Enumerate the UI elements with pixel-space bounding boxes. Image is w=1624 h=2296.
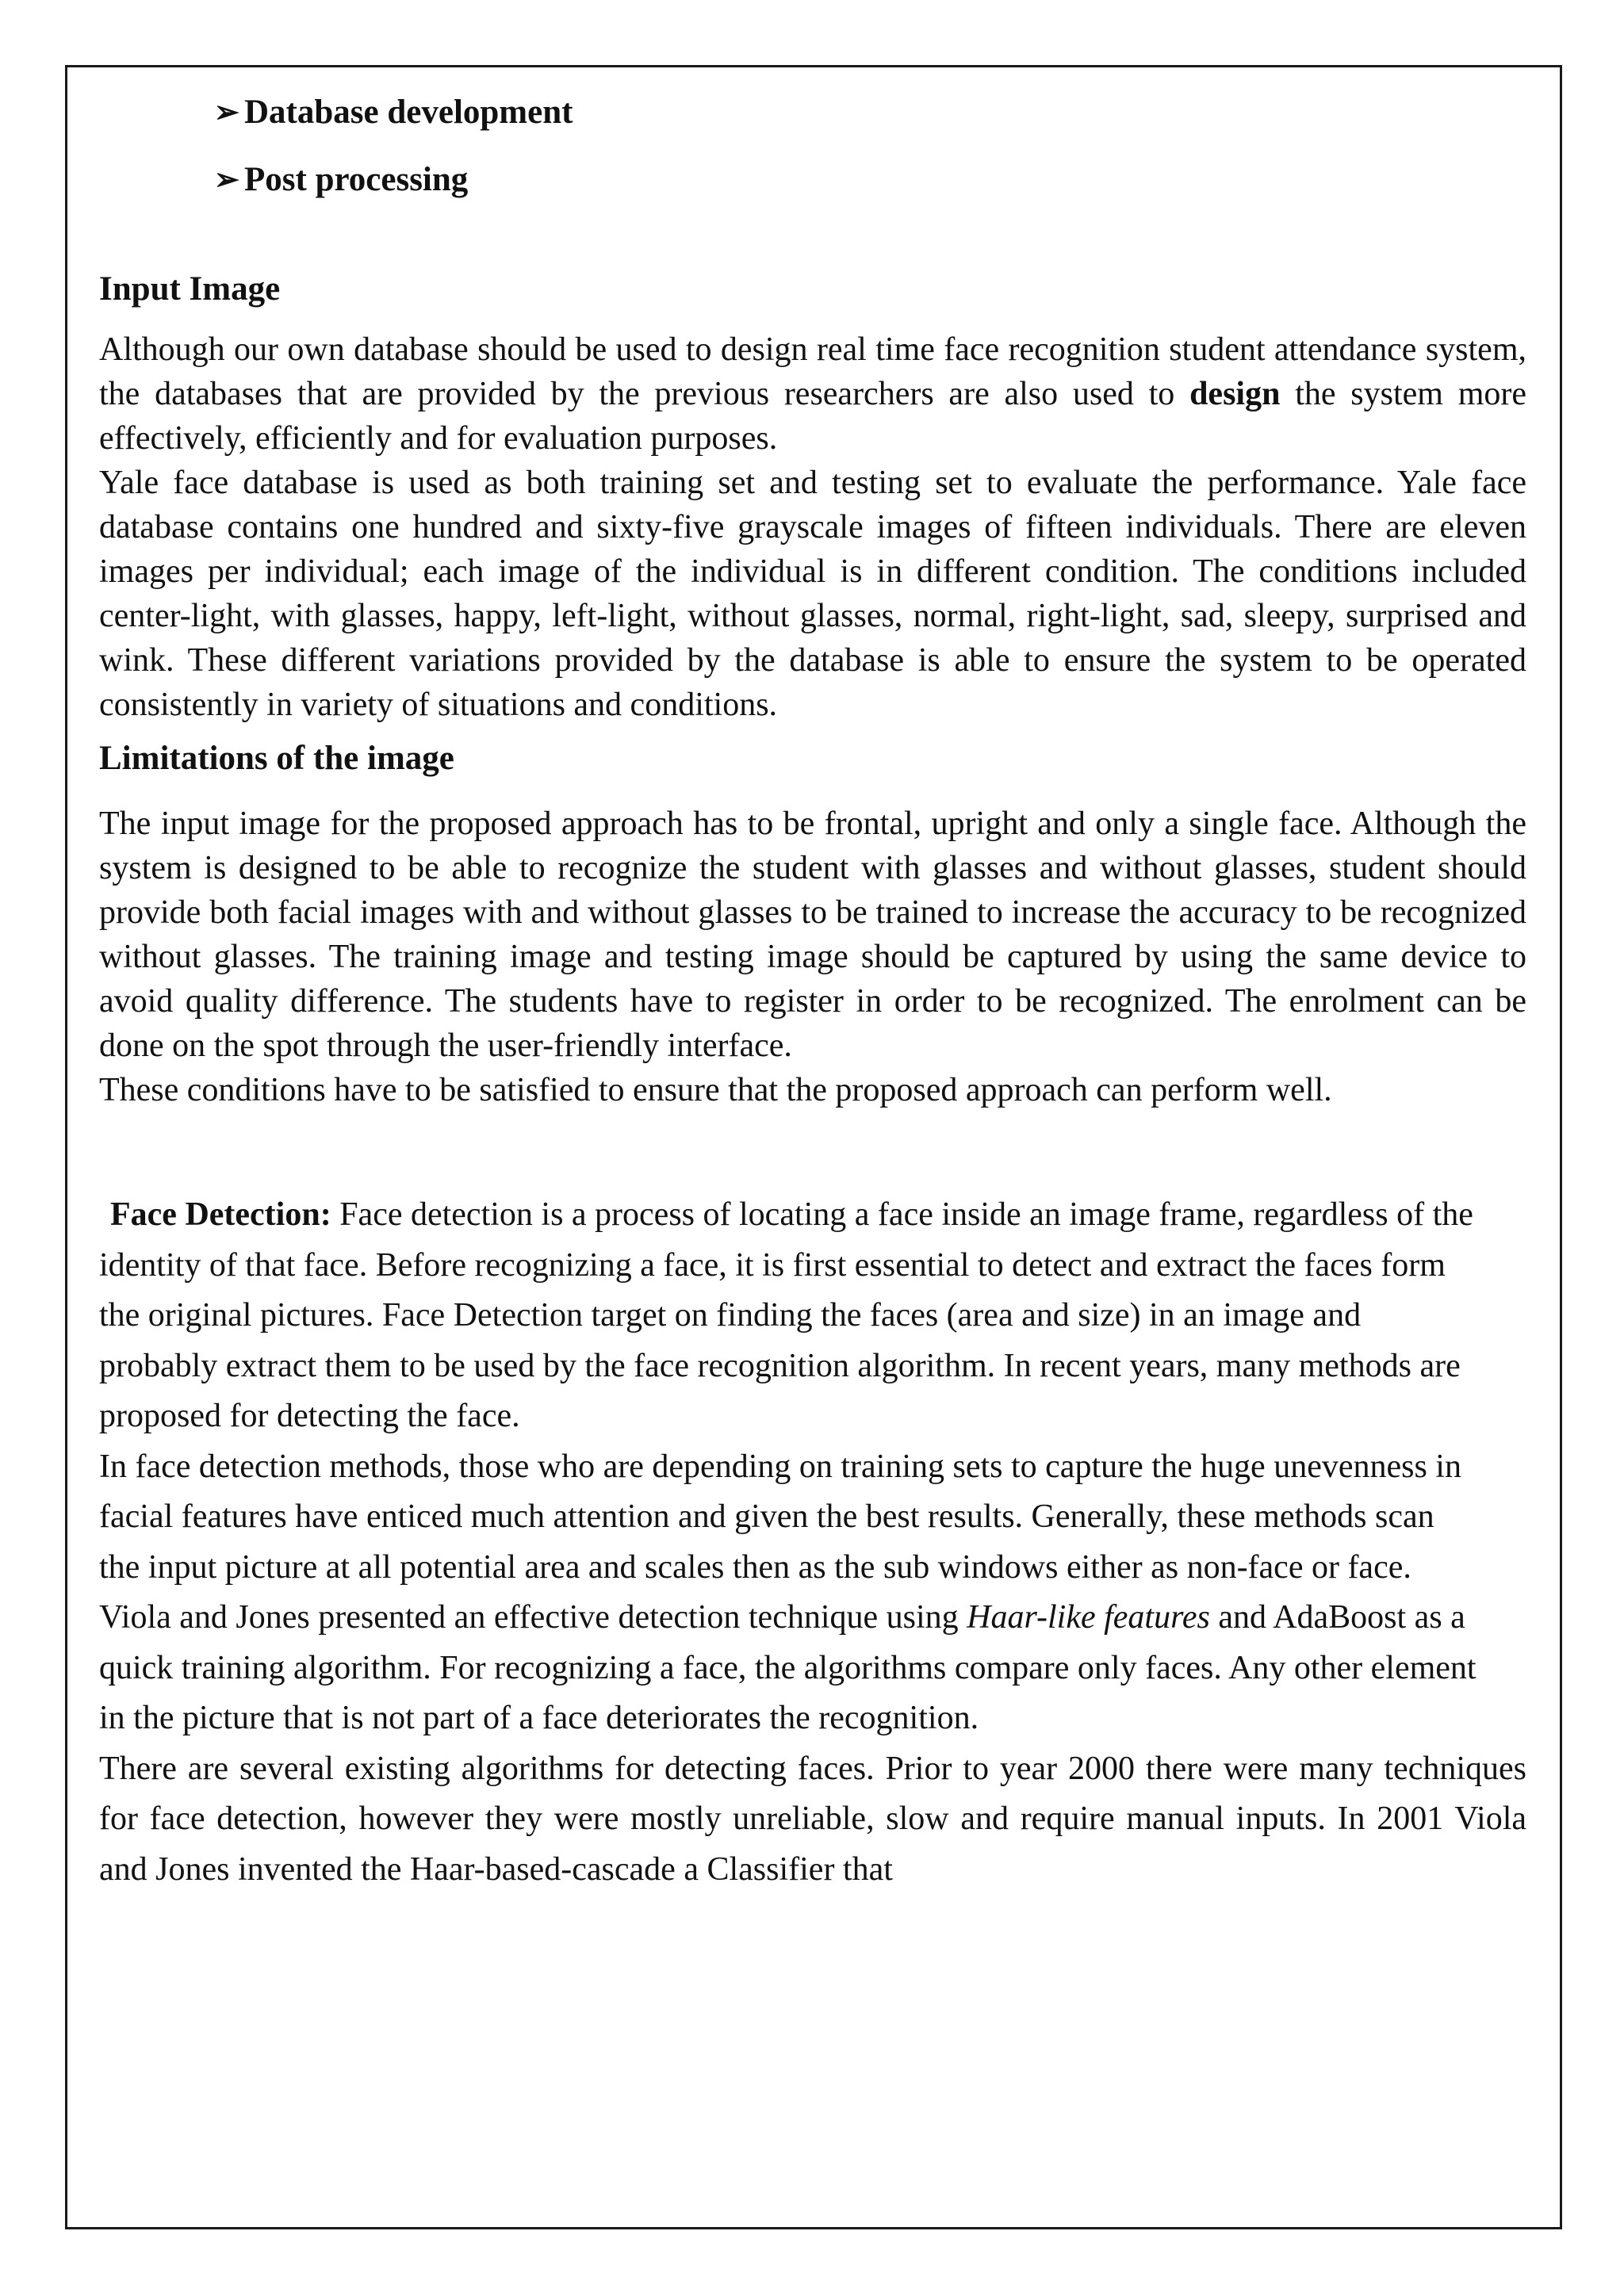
face-detection-paragraph-3: There are several existing algorithms for detecting faces. Prior to year 2000 there were many techniques for face detection, however they were mostly unreliable, slow and require manual inputs. In 2001 Viola and Jones invented the Haar-based-cascade a Classifier that bbox=[99, 1750, 1526, 1888]
text-run: the system more effectively, efficiently and for evaluation purposes. bbox=[99, 376, 1526, 457]
input-image-section bbox=[99, 327, 1526, 727]
input-image-heading: Input Image bbox=[99, 270, 281, 308]
face-detection-section bbox=[99, 1190, 1526, 1895]
text-run: Although our own database should be used to design real time face recognition student attendance system, the databases that are provided by the previous researchers are also used to bbox=[99, 331, 1526, 412]
arrow-bullet-icon: ➢ bbox=[214, 96, 239, 129]
limitations-paragraph-2: These conditions have to be satisfied to ensure that the proposed approach can perform well. bbox=[99, 1072, 1332, 1108]
text-run: and AdaBoost as a quick training algorithm. For recognizing a face, the algorithms compare only faces. Any other element in the picture that is not part of a face deteriorates the recognition. bbox=[99, 1599, 1477, 1736]
text-run: In face detection methods, those who are depending on training sets to capture the huge unevenness in facial features have enticed much attention and given the best results. Generally, these methods scan the input picture at all potential area and scales then as the sub windows either as non-face or face. Viola and Jones presented an effective detection technique using bbox=[99, 1448, 1461, 1636]
document-body bbox=[99, 94, 1526, 1895]
limitations-section bbox=[99, 802, 1526, 1112]
italic-text-run: Haar-like features bbox=[967, 1599, 1210, 1636]
input-image-paragraph-2: Yale face database is used as both training set and testing set to evaluate the performance. Yale face database contains one hundred and sixty-five grayscale images of fifteen individuals. There are eleven images per individual; each image of the individual is in different condition. The conditions included center-light, with glasses, happy, left-light, without glasses, normal, right-light, sad, sleepy, surprised and wink. These different variations provided by the database is able to ensure the system to be operated consistently in variety of situations and conditions. bbox=[99, 465, 1526, 723]
arrow-bullet-icon: ➢ bbox=[214, 163, 239, 197]
bullet-text: Post processing bbox=[244, 161, 469, 198]
text-run: Face detection is a process of locating a face inside an image frame, regardless of the identity of that face. Before recognizing a face, it is first essential to detect and extract the faces form the original pictures. Face Detection target on finding the faces (area and size) in an image and probably extract them to be used by the face recognition algorithm. In recent years, many methods are proposed for detecting the face. bbox=[99, 1196, 1473, 1434]
input-image-paragraph-1 bbox=[99, 327, 1526, 461]
bullet-item bbox=[214, 161, 1526, 199]
limitations-paragraph-1: The input image for the proposed approach has to be frontal, upright and only a single face. Although the system is designed to be able to recognize the student with glasses and without glasses, student should provide both facial images with and without glasses to be trained to increase the accuracy to be recognized without glasses. The training image and testing image should be captured by using the same device to avoid quality difference. The students have to register in order to be recognized. The enrolment can be done on the spot through the user-friendly interface. bbox=[99, 806, 1526, 1064]
face-detection-paragraph-2 bbox=[99, 1442, 1479, 1744]
bullet-item bbox=[214, 94, 1526, 132]
face-detection-label: Face Detection: bbox=[110, 1196, 331, 1233]
bold-text-run: design bbox=[1189, 376, 1281, 412]
bullet-list bbox=[214, 94, 1526, 199]
face-detection-paragraph-1 bbox=[99, 1190, 1479, 1442]
bullet-text: Database development bbox=[244, 94, 573, 131]
limitations-heading: Limitations of the image bbox=[99, 740, 454, 777]
